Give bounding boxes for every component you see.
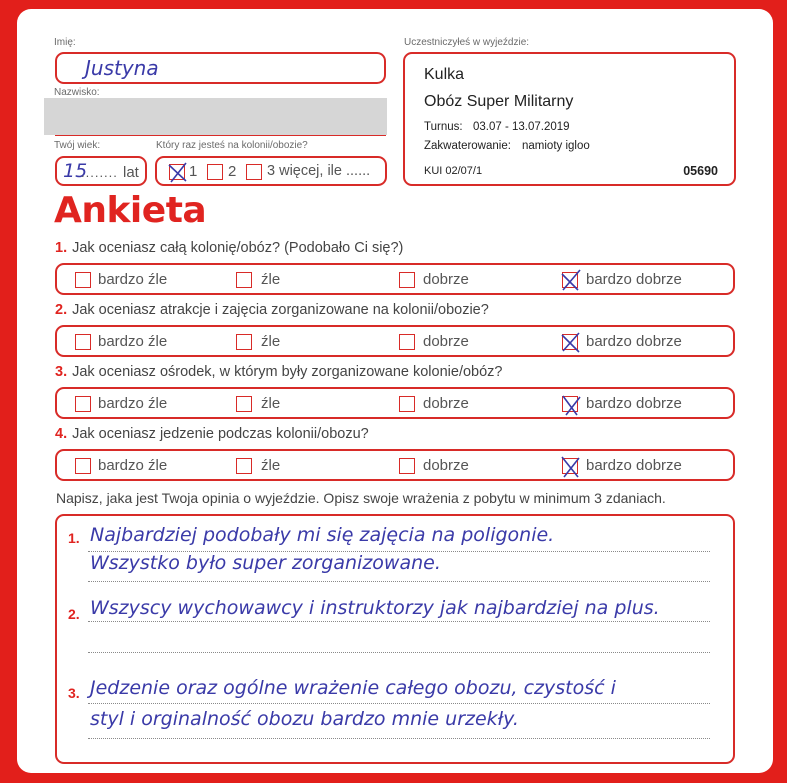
trip-company: Kulka	[424, 66, 465, 83]
age-field[interactable]	[55, 156, 147, 186]
q3-checkbox-bardzo-zle[interactable]	[75, 396, 91, 412]
ruled-line	[88, 652, 710, 653]
age-dots: ........	[81, 165, 118, 180]
age-label: Twój wiek:	[54, 140, 101, 151]
question-4-text: Jak oceniasz jedzenie podczas kolonii/obozu?	[72, 426, 369, 442]
ruled-line	[88, 581, 710, 582]
q2-option-bardzo-dobrze: bardzo dobrze	[586, 333, 682, 350]
q1-checkbox-bardzo-zle[interactable]	[75, 272, 91, 288]
name-label: Imię:	[54, 37, 76, 48]
answer-2-line-1: Wszyscy wychowawcy i instruktorzy jak najbardziej na plus.	[90, 597, 660, 619]
turnus-label: Turnus:	[424, 121, 463, 133]
question-4-number: 4.	[55, 426, 68, 442]
q3-option-bardzo-dobrze: bardzo dobrze	[586, 395, 682, 412]
q1-checkbox-dobrze[interactable]	[399, 272, 415, 288]
q4-option-bardzo-dobrze: bardzo dobrze	[586, 457, 682, 474]
q3-option-dobrze: dobrze	[423, 395, 469, 412]
q2-option-bardzo-zle: bardzo źle	[98, 333, 168, 350]
times-checkbox-3[interactable]	[246, 164, 262, 180]
age-value: 15	[63, 160, 88, 182]
times-checkbox-1[interactable]	[169, 164, 185, 180]
question-2	[55, 302, 489, 318]
surname-label: Nazwisko:	[54, 87, 100, 98]
q2-option-dobrze: dobrze	[423, 333, 469, 350]
trip-number: 05690	[683, 164, 718, 178]
survey-title: Ankieta	[54, 190, 207, 231]
opinion-prompt: Napisz, jaka jest Twoja opinia o wyjeździe. Opisz swoje wrażenia z pobytu w minimum 3 zdaniach.	[56, 490, 666, 506]
question-3-number: 3.	[55, 364, 68, 380]
trip-label: Uczestniczyłeś w wyjeździe:	[404, 37, 530, 48]
q2-checkbox-zle[interactable]	[236, 334, 252, 350]
question-1-number: 1.	[55, 240, 68, 256]
q3-checkbox-zle[interactable]	[236, 396, 252, 412]
lodging-label: Zakwaterowanie:	[424, 140, 511, 152]
q4-checkbox-bardzo-zle[interactable]	[75, 458, 91, 474]
q2-checkbox-bardzo-dobrze[interactable]	[562, 334, 578, 350]
trip-code: KUI 02/07/1	[424, 165, 483, 177]
q1-option-bardzo-dobrze: bardzo dobrze	[586, 271, 682, 288]
surname-redacted	[44, 98, 387, 135]
times-field	[155, 156, 387, 186]
question-2-number: 2.	[55, 302, 68, 318]
turnus-value: 03.07 - 13.07.2019	[473, 121, 570, 133]
trip-camp-name: Obóz Super Militarny	[424, 93, 574, 110]
question-1-options	[55, 263, 735, 295]
q1-option-bardzo-zle: bardzo źle	[98, 271, 168, 288]
q2-checkbox-bardzo-zle[interactable]	[75, 334, 91, 350]
question-3-options	[55, 387, 735, 419]
age-unit: lat	[123, 164, 139, 181]
q3-checkbox-dobrze[interactable]	[399, 396, 415, 412]
q1-option-zle: źle	[261, 271, 281, 288]
times-option-2: 2	[228, 163, 237, 180]
q1-option-dobrze: dobrze	[423, 271, 469, 288]
question-2-text: Jak oceniasz atrakcje i zajęcia zorganizowane na kolonii/obozie?	[72, 302, 489, 318]
answer-1-line-2: Wszystko było super zorganizowane.	[90, 552, 441, 574]
q4-checkbox-bardzo-dobrze[interactable]	[562, 458, 578, 474]
surname-underline	[55, 135, 386, 136]
question-1	[55, 240, 403, 256]
question-4-options	[55, 449, 735, 481]
answer-3-line-2: styl i orginalność obozu bardzo mnie urzekły.	[90, 708, 519, 730]
ruled-line	[88, 738, 710, 739]
q4-checkbox-zle[interactable]	[236, 458, 252, 474]
times-checkbox-2[interactable]	[207, 164, 223, 180]
question-4	[55, 426, 369, 442]
q4-option-dobrze: dobrze	[423, 457, 469, 474]
answer-2-number: 2.	[68, 606, 80, 622]
q3-checkbox-bardzo-dobrze[interactable]	[562, 396, 578, 412]
ruled-line	[88, 621, 710, 622]
question-1-text: Jak oceniasz całą kolonię/obóz? (Podobało Ci się?)	[72, 240, 404, 256]
times-label: Który raz jesteś na kolonii/obozie?	[156, 140, 308, 151]
times-option-3: 3 więcej, ile ......	[267, 163, 371, 179]
q4-checkbox-dobrze[interactable]	[399, 458, 415, 474]
name-value: Justyna	[85, 56, 159, 80]
q3-option-bardzo-zle: bardzo źle	[98, 395, 168, 412]
answer-3-line-1: Jedzenie oraz ogólne wrażenie całego obozu, czystość i	[90, 677, 616, 699]
question-3-text: Jak oceniasz ośrodek, w którym były zorganizowane kolonie/obóz?	[72, 364, 503, 380]
ruled-line	[88, 703, 710, 704]
times-option-1: 1	[189, 163, 198, 180]
answer-1-line-1: Najbardziej podobały mi się zajęcia na poligonie.	[90, 524, 555, 546]
name-field[interactable]	[55, 52, 386, 84]
q2-checkbox-dobrze[interactable]	[399, 334, 415, 350]
question-3	[55, 364, 502, 380]
q4-option-zle: źle	[261, 457, 281, 474]
answer-1-number: 1.	[68, 530, 80, 546]
q1-checkbox-zle[interactable]	[236, 272, 252, 288]
q4-option-bardzo-zle: bardzo źle	[98, 457, 168, 474]
lodging-value: namioty igloo	[522, 140, 590, 152]
q1-checkbox-bardzo-dobrze[interactable]	[562, 272, 578, 288]
answer-3-number: 3.	[68, 685, 80, 701]
q2-option-zle: źle	[261, 333, 281, 350]
question-2-options	[55, 325, 735, 357]
trip-box	[403, 52, 736, 186]
q3-option-zle: źle	[261, 395, 281, 412]
